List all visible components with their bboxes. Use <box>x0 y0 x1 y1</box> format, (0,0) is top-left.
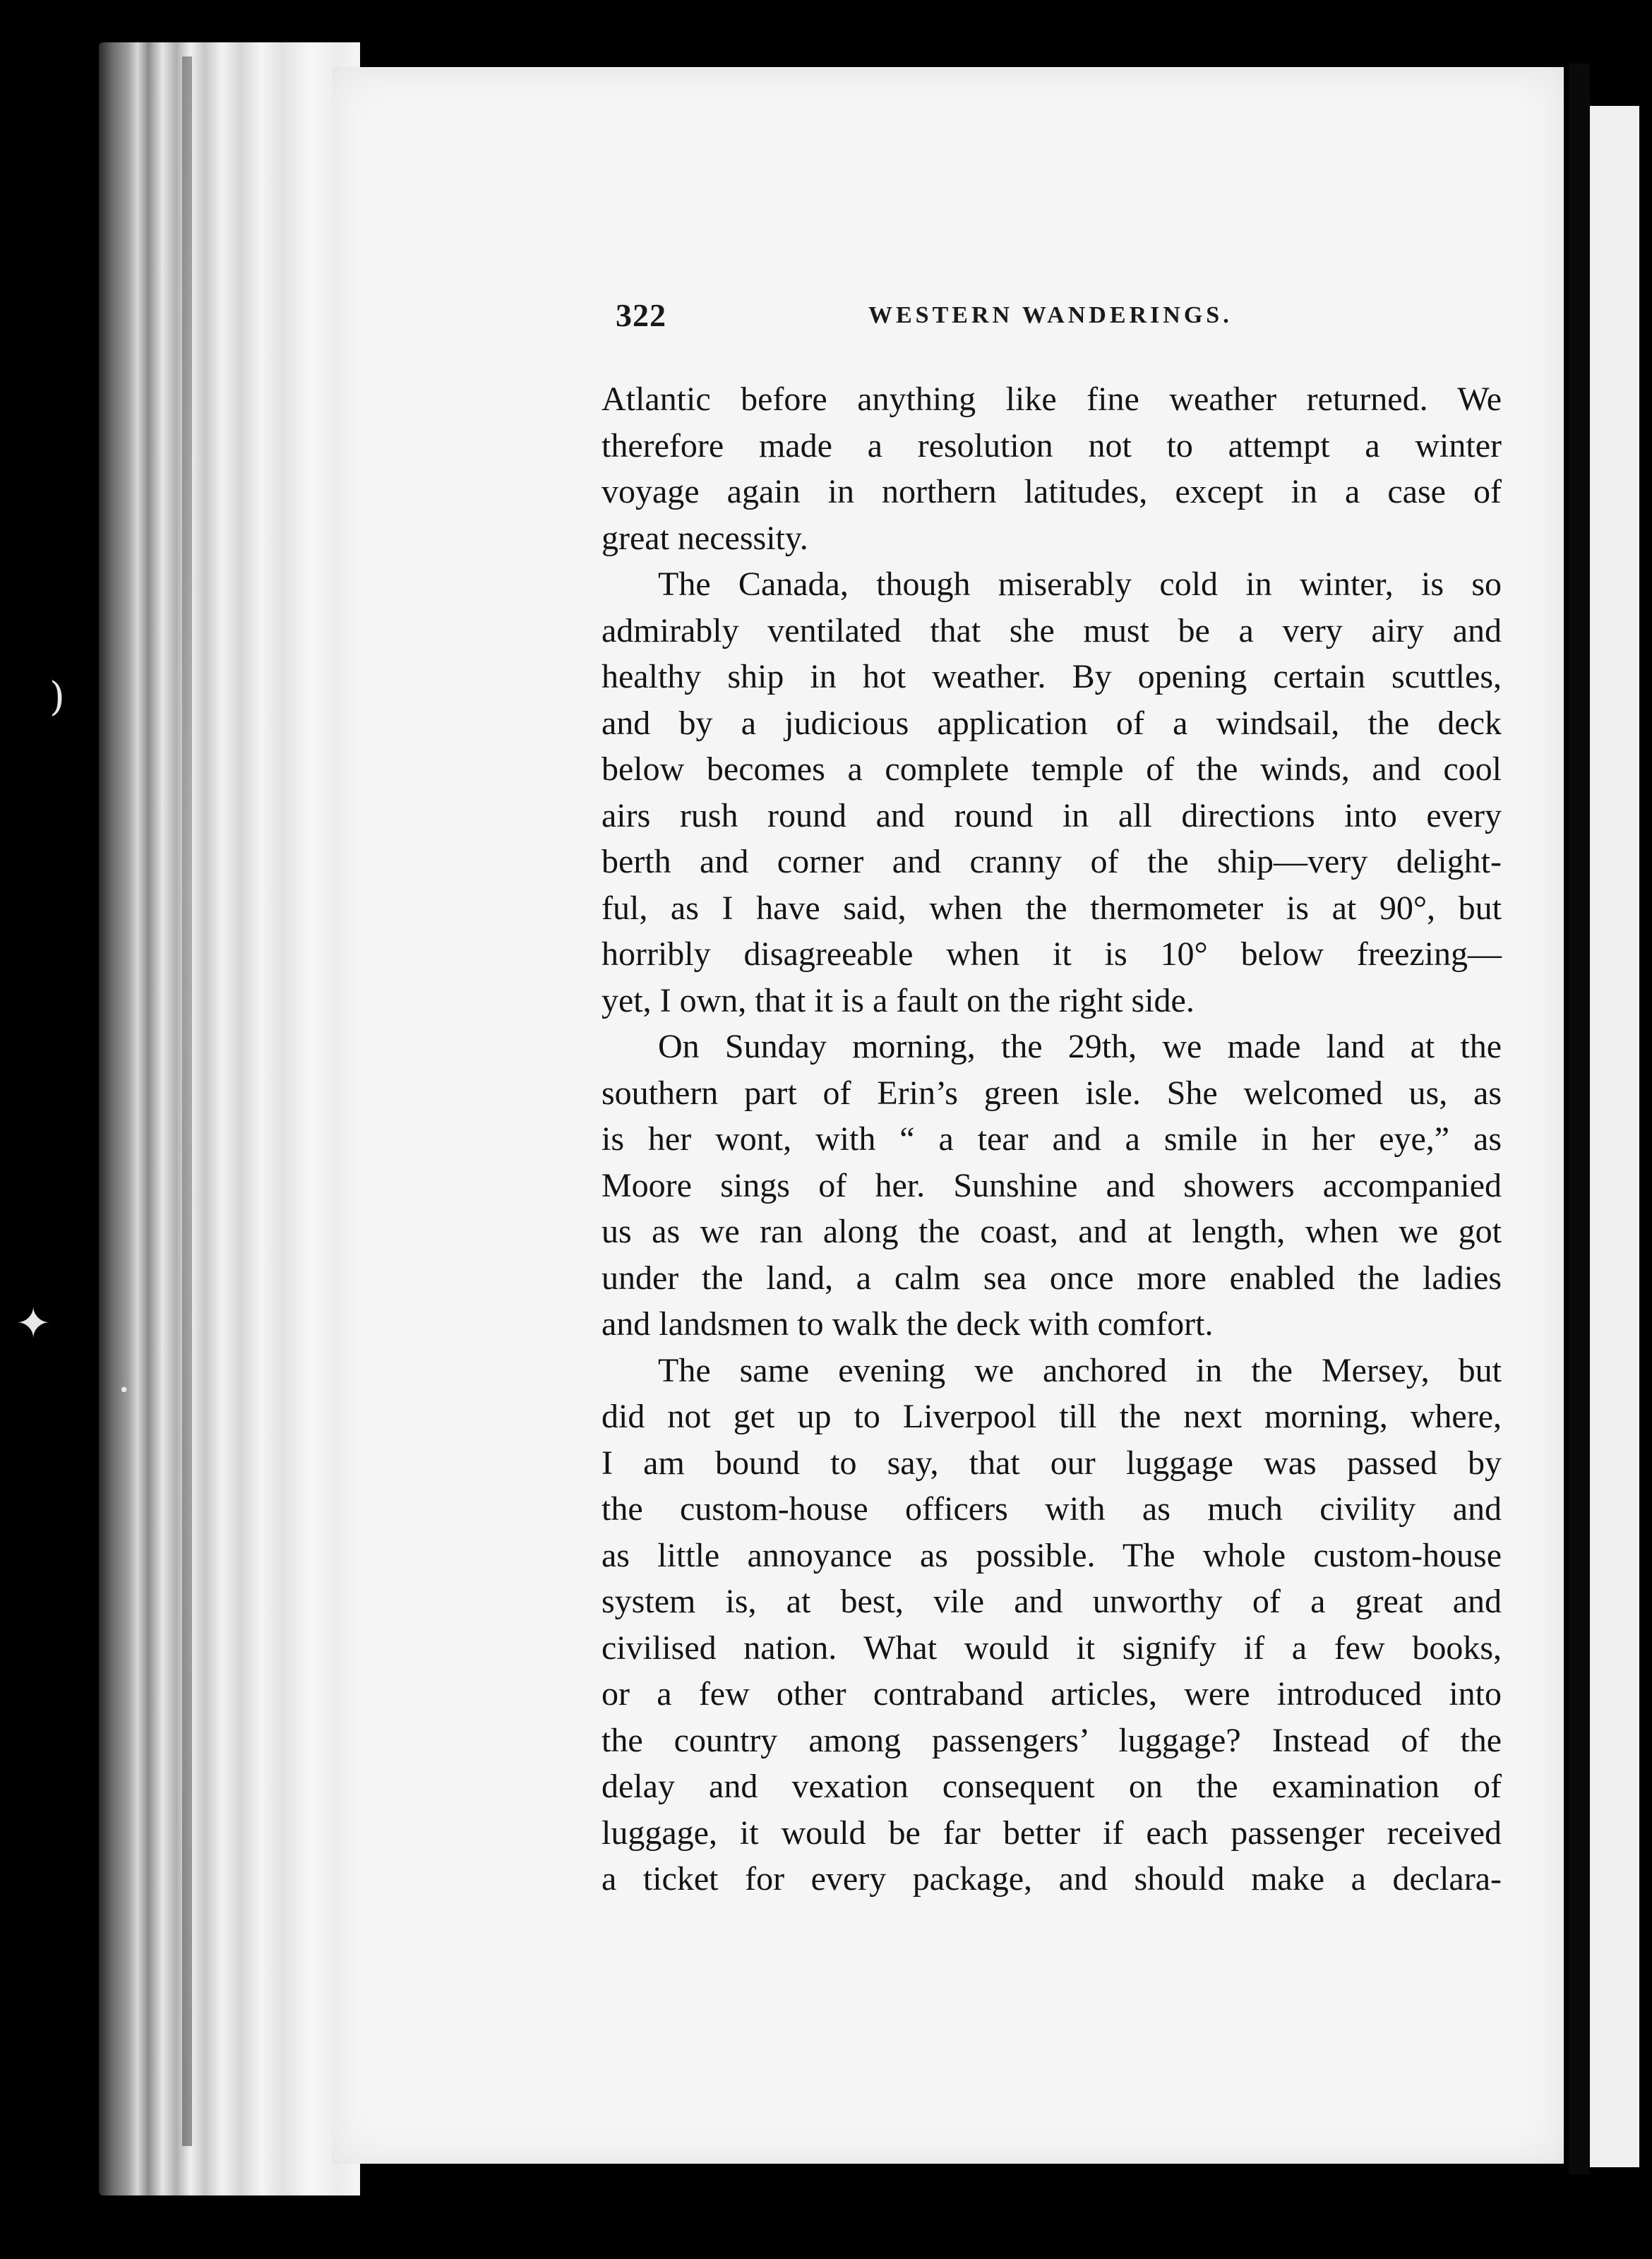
facing-page-edge <box>1590 106 1639 2167</box>
page-header <box>616 296 1251 339</box>
text-line: yet, I own, that it is a fault on the right side. <box>601 981 1195 1019</box>
text-line: berth and corner and cranny of the ship—very delight- <box>601 843 1502 880</box>
margin-speck-mark: • <box>119 1380 130 1401</box>
body-text <box>601 376 1502 1903</box>
book-page-edges <box>99 42 360 2195</box>
text-line: under the land, a calm sea once more enabled the ladies <box>601 1259 1502 1297</box>
text-line: Moore sings of her. Sunshine and showers accompanied <box>601 1166 1502 1204</box>
margin-speck-mark: ✦ <box>16 1299 52 1348</box>
paragraph <box>601 1024 1502 1348</box>
text-line: us as we ran along the coast, and at length, when we got <box>601 1213 1502 1250</box>
text-line: luggage, it would be far better if each passenger received <box>601 1814 1502 1852</box>
text-line: is her wont, with “ a tear and a smile in her eye,” as <box>601 1120 1502 1158</box>
text-line: southern part of Erin’s green isle. She welcomed us, as <box>601 1074 1502 1112</box>
margin-speck-mark: ) <box>49 674 65 720</box>
text-line: below becomes a complete temple of the winds, and cool <box>601 750 1502 788</box>
text-line: ful, as I have said, when the thermometer is at 90°, but <box>601 889 1502 927</box>
text-line: the country among passengers’ luggage? Instead of the <box>601 1721 1502 1759</box>
text-line: civilised nation. What would it signify if a few books, <box>601 1629 1502 1667</box>
text-line: Atlantic before anything like fine weather returned. We <box>601 381 1502 418</box>
text-line: the custom-house officers with as much civility and <box>601 1490 1502 1528</box>
text-line: and landsmen to walk the deck with comfort. <box>601 1305 1214 1343</box>
text-line: On Sunday morning, the 29th, we made land at the <box>658 1028 1502 1065</box>
page-number: 322 <box>616 297 666 333</box>
text-line: The same evening we anchored in the Mersey, but <box>658 1351 1502 1389</box>
text-line: healthy ship in hot weather. By opening certain scuttles, <box>601 658 1502 695</box>
paragraph <box>601 1348 1502 1903</box>
text-line: or a few other contraband articles, were introduced into <box>601 1675 1502 1713</box>
text-line: great necessity. <box>601 519 808 557</box>
text-line: delay and vexation consequent on the examination of <box>601 1768 1502 1805</box>
running-head: WESTERN WANDERINGS. <box>868 302 1233 328</box>
text-line: admirably ventilated that she must be a very airy and <box>601 611 1502 649</box>
page-edge-shadow <box>182 56 192 2146</box>
text-line: voyage again in northern latitudes, except in a case of <box>601 473 1502 510</box>
text-line: as little annoyance as possible. The whole custom-house <box>601 1536 1502 1574</box>
text-line: and by a judicious application of a windsail, the deck <box>601 704 1502 742</box>
text-line: horribly disagreeable when it is 10° below freezing— <box>601 935 1502 973</box>
text-line: airs rush round and round in all directions into every <box>601 796 1502 834</box>
text-line: a ticket for every package, and should make a declara- <box>601 1860 1502 1898</box>
paragraph <box>601 561 1502 1024</box>
text-line: did not get up to Liverpool till the next morning, where, <box>601 1398 1502 1435</box>
text-line: I am bound to say, that our luggage was passed by <box>601 1444 1502 1482</box>
text-line: system is, at best, vile and unworthy of a great and <box>601 1583 1502 1620</box>
text-line: therefore made a resolution not to attempt a winter <box>601 426 1502 465</box>
book-gutter <box>1569 64 1590 2174</box>
paragraph <box>601 376 1502 561</box>
text-line: The Canada, though miserably cold in winter, is so <box>658 565 1502 603</box>
